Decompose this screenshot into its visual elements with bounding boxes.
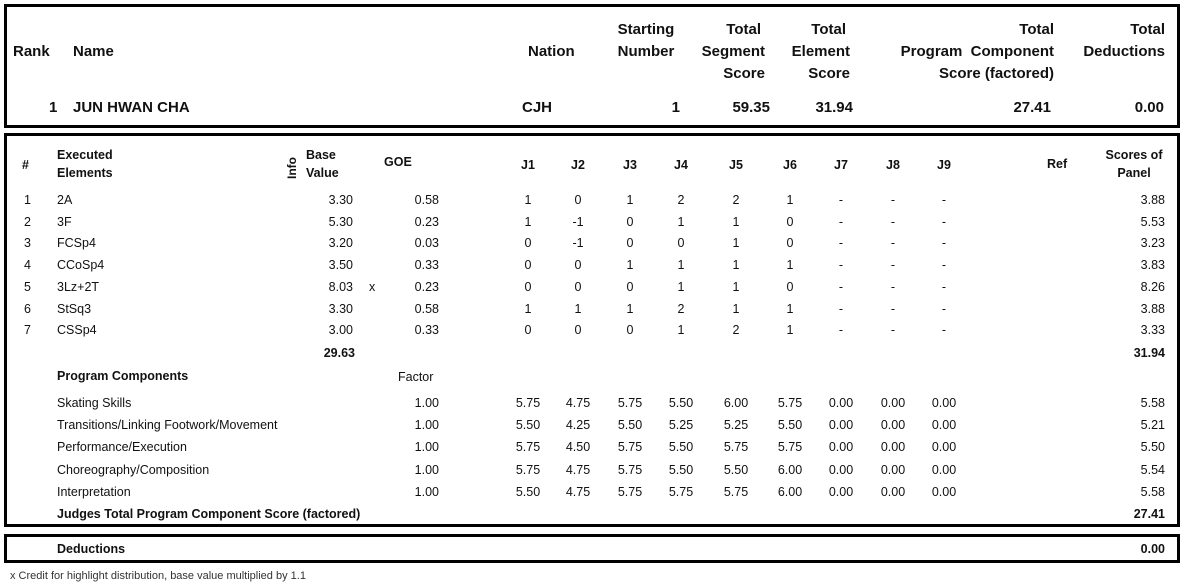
element-judge-score: 1 — [524, 302, 532, 316]
judge-header-2: J2 — [571, 158, 585, 172]
component-judge-score: 5.50 — [668, 440, 694, 454]
element-judge-score: - — [941, 280, 947, 294]
element-judge-score: 1 — [732, 258, 740, 272]
element-judge-score: - — [941, 236, 947, 250]
element-judge-score: 1 — [677, 258, 685, 272]
element-judge-score: - — [890, 236, 896, 250]
component-judge-score: 5.50 — [617, 418, 643, 432]
element-judge-score: - — [890, 302, 896, 316]
element-judge-score: - — [941, 193, 947, 207]
component-judge-score: 5.75 — [515, 463, 541, 477]
component-judge-score: 0.00 — [931, 396, 957, 410]
element-panel-score: 3.83 — [1140, 258, 1165, 272]
element-judge-score: 1 — [732, 236, 740, 250]
element-judge-score: 1 — [677, 323, 685, 337]
element-base-value: 5.30 — [328, 215, 353, 229]
component-judge-score: 0.00 — [931, 440, 957, 454]
element-judge-score: 0 — [574, 193, 582, 207]
element-panel-score: 8.26 — [1140, 280, 1165, 294]
component-judge-score: 4.25 — [565, 418, 591, 432]
element-base-value: 3.30 — [328, 193, 353, 207]
element-judge-score: - — [838, 258, 844, 272]
element-goe: 0.58 — [414, 193, 439, 207]
deductions-header: Total Deductions — [1083, 21, 1165, 60]
elements-total-panel: 31.94 — [1133, 346, 1165, 360]
component-judge-score: 5.50 — [668, 463, 694, 477]
element-goe: 0.23 — [414, 215, 439, 229]
component-factor: 1.00 — [414, 485, 439, 499]
element-judge-score: 1 — [626, 258, 634, 272]
component-judge-score: 0.00 — [931, 485, 957, 499]
element-row-number: 4 — [24, 258, 31, 272]
element-judge-score: 1 — [786, 302, 794, 316]
element-judge-score: 0 — [786, 215, 794, 229]
component-judge-score: 0.00 — [931, 418, 957, 432]
footnote: x Credit for highlight distribution, base value multiplied by 1.1 — [10, 570, 306, 582]
component-judge-score: 0.00 — [931, 463, 957, 477]
component-judge-score: 5.50 — [777, 418, 803, 432]
component-factor: 1.00 — [414, 463, 439, 477]
element-judge-score: - — [838, 302, 844, 316]
element-judge-score: 1 — [574, 302, 582, 316]
component-judge-score: 5.75 — [617, 463, 643, 477]
starting-number-header: Starting Number — [617, 21, 675, 60]
element-panel-score: 3.88 — [1140, 193, 1165, 207]
skater-pcs: 27.41 — [1013, 99, 1051, 116]
skater-tss: 59.35 — [732, 99, 770, 116]
component-judge-score: 0.00 — [828, 485, 854, 499]
element-judge-score: 1 — [677, 215, 685, 229]
element-row-number: 5 — [24, 280, 31, 294]
element-judge-score: 1 — [732, 215, 740, 229]
component-judge-score: 0.00 — [828, 418, 854, 432]
info-header: Info — [285, 157, 299, 179]
pcs-header: Total Program Component Score (factored) — [900, 21, 1054, 82]
judge-header-3: J3 — [623, 158, 637, 172]
component-judge-score: 5.75 — [515, 396, 541, 410]
element-judge-score: -1 — [572, 236, 584, 250]
deductions-label: Deductions — [57, 542, 126, 556]
component-judge-score: 5.75 — [617, 440, 643, 454]
component-judge-score: 5.50 — [723, 463, 749, 477]
tss-header: Total Segment Score — [701, 21, 765, 82]
component-factor: 1.00 — [414, 440, 439, 454]
component-judge-score: 5.25 — [723, 418, 749, 432]
name-header: Name — [73, 43, 114, 60]
element-judge-score: 0 — [574, 280, 582, 294]
element-code: CSSp4 — [57, 323, 97, 337]
judge-header-1: J1 — [521, 158, 535, 172]
component-panel-score: 5.54 — [1140, 463, 1165, 477]
component-judge-score: 6.00 — [777, 485, 803, 499]
element-judge-score: 0 — [626, 215, 634, 229]
component-judge-score: 5.75 — [723, 440, 749, 454]
element-row-number: 2 — [24, 215, 31, 229]
element-goe: 0.33 — [414, 258, 439, 272]
element-row-number: 7 — [24, 323, 31, 337]
component-factor: 1.00 — [414, 396, 439, 410]
component-name: Choreography/Composition — [57, 463, 210, 477]
element-row-number: 1 — [24, 193, 31, 207]
element-base-value: 3.00 — [328, 323, 353, 337]
component-judge-score: 5.75 — [777, 440, 803, 454]
element-panel-score: 3.33 — [1140, 323, 1165, 337]
component-judge-score: 4.75 — [565, 485, 591, 499]
goe-header: GOE — [384, 155, 412, 169]
skater-deductions: 0.00 — [1134, 99, 1164, 116]
element-goe: 0.03 — [414, 236, 439, 250]
element-judge-score: - — [838, 215, 844, 229]
component-judge-score: 6.00 — [723, 396, 749, 410]
component-judge-score: 0.00 — [828, 396, 854, 410]
component-panel-score: 5.21 — [1140, 418, 1165, 432]
element-info: x — [369, 280, 376, 294]
element-judge-score: - — [941, 215, 947, 229]
program-components-title: Program Components — [57, 369, 189, 383]
element-judge-score: 1 — [786, 193, 794, 207]
component-judge-score: 4.75 — [565, 396, 591, 410]
element-panel-score: 3.23 — [1140, 236, 1165, 250]
judge-header-8: J8 — [886, 158, 900, 172]
ref-header: Ref — [1047, 157, 1068, 171]
component-judge-score: 0.00 — [880, 418, 906, 432]
element-judge-score: 2 — [732, 193, 740, 207]
component-name: Interpretation — [57, 485, 131, 499]
judge-header-4: J4 — [674, 158, 688, 172]
components-total-value: 27.41 — [1133, 507, 1165, 521]
component-panel-score: 5.58 — [1140, 485, 1165, 499]
component-judge-score: 0.00 — [828, 440, 854, 454]
deductions-value: 0.00 — [1140, 542, 1165, 556]
component-judge-score: 5.75 — [777, 396, 803, 410]
element-judge-score: 0 — [524, 236, 532, 250]
element-judge-score: 1 — [524, 193, 532, 207]
element-code: FCSp4 — [57, 236, 96, 250]
element-panel-score: 5.53 — [1140, 215, 1165, 229]
component-name: Transitions/Linking Footwork/Movement — [57, 418, 278, 432]
component-name: Skating Skills — [57, 396, 132, 410]
element-goe: 0.58 — [414, 302, 439, 316]
component-panel-score: 5.50 — [1140, 440, 1165, 454]
executed-elements-header: Executed Elements — [57, 148, 113, 180]
skater-starting-number: 1 — [671, 99, 680, 116]
element-judge-score: 2 — [677, 302, 685, 316]
element-judge-score: 0 — [574, 323, 582, 337]
element-judge-score: 1 — [626, 193, 634, 207]
element-judge-score: -1 — [572, 215, 584, 229]
component-judge-score: 5.50 — [515, 418, 541, 432]
element-judge-score: - — [890, 193, 896, 207]
element-judge-score: 0 — [524, 280, 532, 294]
base-value-header: Base Value — [306, 148, 339, 180]
component-judge-score: 0.00 — [880, 396, 906, 410]
element-base-value: 3.20 — [328, 236, 353, 250]
element-judge-score: 0 — [524, 258, 532, 272]
element-judge-score: 1 — [786, 258, 794, 272]
element-base-value: 8.03 — [328, 280, 353, 294]
element-judge-score: - — [838, 193, 844, 207]
judge-header-5: J5 — [729, 158, 743, 172]
component-panel-score: 5.58 — [1140, 396, 1165, 410]
nation-header: Nation — [528, 43, 575, 60]
element-code: 3F — [57, 215, 72, 229]
element-judge-score: 1 — [732, 280, 740, 294]
element-goe: 0.33 — [414, 323, 439, 337]
element-goe: 0.23 — [414, 280, 439, 294]
element-code: 2A — [57, 193, 73, 207]
element-judge-score: - — [890, 280, 896, 294]
component-factor: 1.00 — [414, 418, 439, 432]
element-judge-score: 0 — [786, 236, 794, 250]
elements-total-base: 29.63 — [323, 346, 355, 360]
element-judge-score: 1 — [677, 280, 685, 294]
element-judge-score: 0 — [626, 323, 634, 337]
rank-header: Rank — [13, 43, 50, 60]
num-header: # — [22, 158, 29, 172]
component-judge-score: 6.00 — [777, 463, 803, 477]
factor-header: Factor — [398, 370, 434, 384]
element-code: 3Lz+2T — [57, 280, 100, 294]
component-judge-score: 0.00 — [880, 463, 906, 477]
element-judge-score: 0 — [626, 280, 634, 294]
element-judge-score: 2 — [677, 193, 685, 207]
element-judge-score: - — [941, 302, 947, 316]
component-judge-score: 5.75 — [723, 485, 749, 499]
judge-header-9: J9 — [937, 158, 951, 172]
element-judge-score: 1 — [626, 302, 634, 316]
element-code: CCoSp4 — [57, 258, 105, 272]
scores-of-panel-header: Scores of Panel — [1105, 148, 1163, 180]
judge-header-7: J7 — [834, 158, 848, 172]
component-judge-score: 5.75 — [617, 485, 643, 499]
element-judge-score: 1 — [732, 302, 740, 316]
element-code: StSq3 — [57, 302, 92, 316]
component-name: Performance/Execution — [57, 440, 187, 454]
component-judge-score: 0.00 — [880, 485, 906, 499]
skater-tes: 31.94 — [815, 99, 853, 116]
element-row-number: 3 — [24, 236, 31, 250]
element-judge-score: - — [838, 323, 844, 337]
tes-header: Total Element Score — [791, 21, 850, 82]
component-judge-score: 5.50 — [515, 485, 541, 499]
element-judge-score: 1 — [786, 323, 794, 337]
element-judge-score: 2 — [732, 323, 740, 337]
element-judge-score: 0 — [786, 280, 794, 294]
component-judge-score: 5.25 — [668, 418, 694, 432]
skater-rank: 1 — [49, 99, 58, 116]
component-judge-score: 5.50 — [668, 396, 694, 410]
element-judge-score: - — [890, 323, 896, 337]
component-judge-score: 5.75 — [617, 396, 643, 410]
component-judge-score: 0.00 — [880, 440, 906, 454]
component-judge-score: 4.75 — [565, 463, 591, 477]
element-judge-score: - — [838, 236, 844, 250]
element-judge-score: - — [941, 258, 947, 272]
skater-name: JUN HWAN CHA — [73, 99, 190, 116]
element-judge-score: 0 — [524, 323, 532, 337]
element-judge-score: - — [838, 280, 844, 294]
component-judge-score: 5.75 — [668, 485, 694, 499]
deductions-box — [4, 534, 1180, 563]
component-judge-score: 0.00 — [828, 463, 854, 477]
skater-nation: CJH — [522, 99, 553, 116]
element-row-number: 6 — [24, 302, 31, 316]
element-judge-score: 0 — [626, 236, 634, 250]
components-total-label: Judges Total Program Component Score (factored) — [57, 507, 361, 521]
judge-header-6: J6 — [783, 158, 797, 172]
element-base-value: 3.30 — [328, 302, 353, 316]
component-judge-score: 4.50 — [565, 440, 591, 454]
element-judge-score: - — [890, 258, 896, 272]
element-panel-score: 3.88 — [1140, 302, 1165, 316]
element-judge-score: 0 — [574, 258, 582, 272]
element-judge-score: - — [890, 215, 896, 229]
element-judge-score: 0 — [677, 236, 685, 250]
element-base-value: 3.50 — [328, 258, 353, 272]
component-judge-score: 5.75 — [515, 440, 541, 454]
element-judge-score: 1 — [524, 215, 532, 229]
element-judge-score: - — [941, 323, 947, 337]
